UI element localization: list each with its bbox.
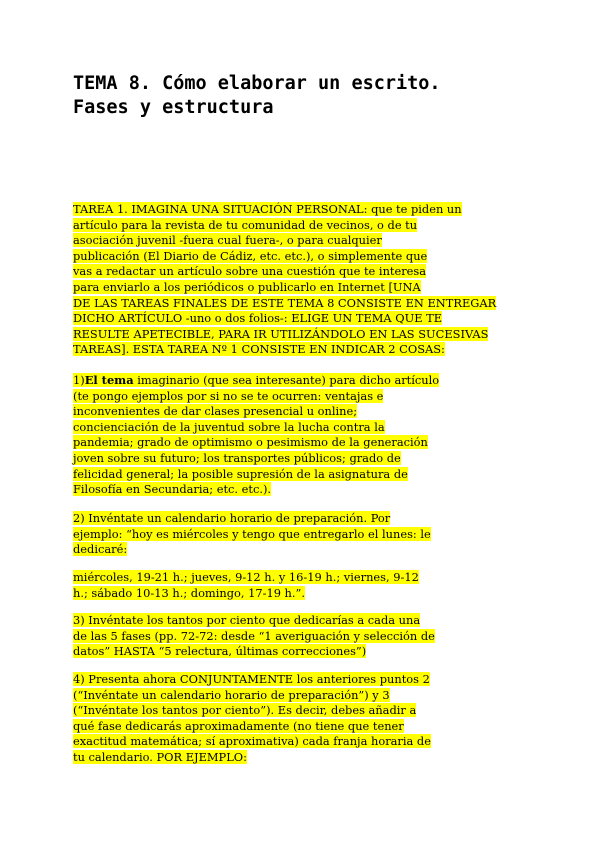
page-title <box>73 72 553 120</box>
paragraph-line: datos” HASTA “5 relectura, últimas correcciones”) <box>73 644 367 659</box>
paragraph-line: DICHO ARTÍCULO -uno o dos folios-: ELIGE UN TEMA QUE TE <box>73 311 443 326</box>
paragraph-line: miércoles, 19-21 h.; jueves, 9-12 h. y 16-19 h.; viernes, 9-12 <box>73 570 419 584</box>
paragraph-line: joven sobre su futuro; los transportes públicos; grado de <box>73 450 401 465</box>
paragraph-line: TAREA 1. IMAGINA UNA SITUACIÓN PERSONAL: que te piden un <box>73 202 462 216</box>
paragraph-line: ejemplo: “hoy es miércoles y tengo que entregarlo el lunes: le <box>73 526 431 541</box>
paragraph-line: concienciación de la juventud sobre la lucha contra la <box>73 419 385 434</box>
paragraph-line: exactitud matemática; sí aproximativa) cada franja horaria de <box>73 734 431 749</box>
point-2-paragraph <box>73 511 529 558</box>
paragraph-line: DE LAS TAREAS FINALES DE ESTE TEMA 8 CONSISTE EN ENTREGAR <box>73 295 497 310</box>
paragraph-line: qué fase dedicarás aproximadamente (no tiene que tener <box>73 718 404 733</box>
paragraph-line: 3) Invéntate los tantos por ciento que dedicarías a cada una <box>73 613 421 627</box>
paragraph-line: publicación (El Diario de Cádiz, etc. etc.), o simplemente que <box>73 248 428 263</box>
paragraph-line: imaginario (que sea interesante) para dicho artículo <box>133 373 440 387</box>
paragraph-line: 4) Presenta ahora CONJUNTAMENTE los anteriores puntos 2 <box>73 672 430 686</box>
point-3-paragraph <box>73 613 529 660</box>
point-1-number: 1) <box>73 373 85 387</box>
point-1-paragraph <box>73 373 529 498</box>
paragraph-line: h.; sábado 10-13 h.; domingo, 17-19 h.”. <box>73 585 305 600</box>
paragraph-line: Filosofía en Secundaria; etc. etc.). <box>73 482 272 497</box>
title-line-1: TEMA 8. Cómo elaborar un escrito. <box>73 73 441 94</box>
paragraph-line: 2) Invéntate un calendario horario de preparación. Por <box>73 511 391 525</box>
paragraph-line: TAREAS]. ESTA TAREA Nº 1 CONSISTE EN INDICAR 2 COSAS: <box>73 342 445 357</box>
paragraph-line: pandemia; grado de optimismo o pesimismo de la generación <box>73 435 428 450</box>
paragraph-line: (te pongo ejemplos por si no se te ocurren: ventajas e <box>73 388 384 403</box>
title-line-2: Fases y estructura <box>73 97 274 118</box>
paragraph-line: de las 5 fases (pp. 72-72: desde “1 averiguación y selección de <box>73 628 435 643</box>
paragraph-line: vas a redactar un artículo sobre una cuestión que te interesa <box>73 264 427 279</box>
paragraph-line: tu calendario. POR EJEMPLO: <box>73 749 247 764</box>
point-1-bold-term: El tema <box>84 373 134 387</box>
paragraph-line: artículo para la revista de tu comunidad de vecinos, o de tu <box>73 217 418 232</box>
point-4-paragraph <box>73 672 529 766</box>
paragraph-line: felicidad general; la posible supresión de la asignatura de <box>73 466 408 481</box>
paragraph-line: inconvenientes de dar clases presencial u online; <box>73 404 358 419</box>
tarea-1-paragraph <box>73 202 529 358</box>
paragraph-line: asociación juvenil -fuera cual fuera-, o para cualquier <box>73 233 382 248</box>
paragraph-line: (“Invéntate un calendario horario de preparación”) y 3 <box>73 687 390 702</box>
paragraph-line: (“Invéntate los tantos por ciento”). Es decir, debes añadir a <box>73 703 417 718</box>
schedule-paragraph <box>73 570 529 601</box>
paragraph-line: RESULTE APETECIBLE, PARA IR UTILIZÁNDOLO EN LAS SUCESIVAS <box>73 326 489 341</box>
paragraph-line: dedicaré: <box>73 542 128 557</box>
paragraph-line: para enviarlo a los periódicos o publicarlo en Internet [UNA <box>73 279 421 294</box>
